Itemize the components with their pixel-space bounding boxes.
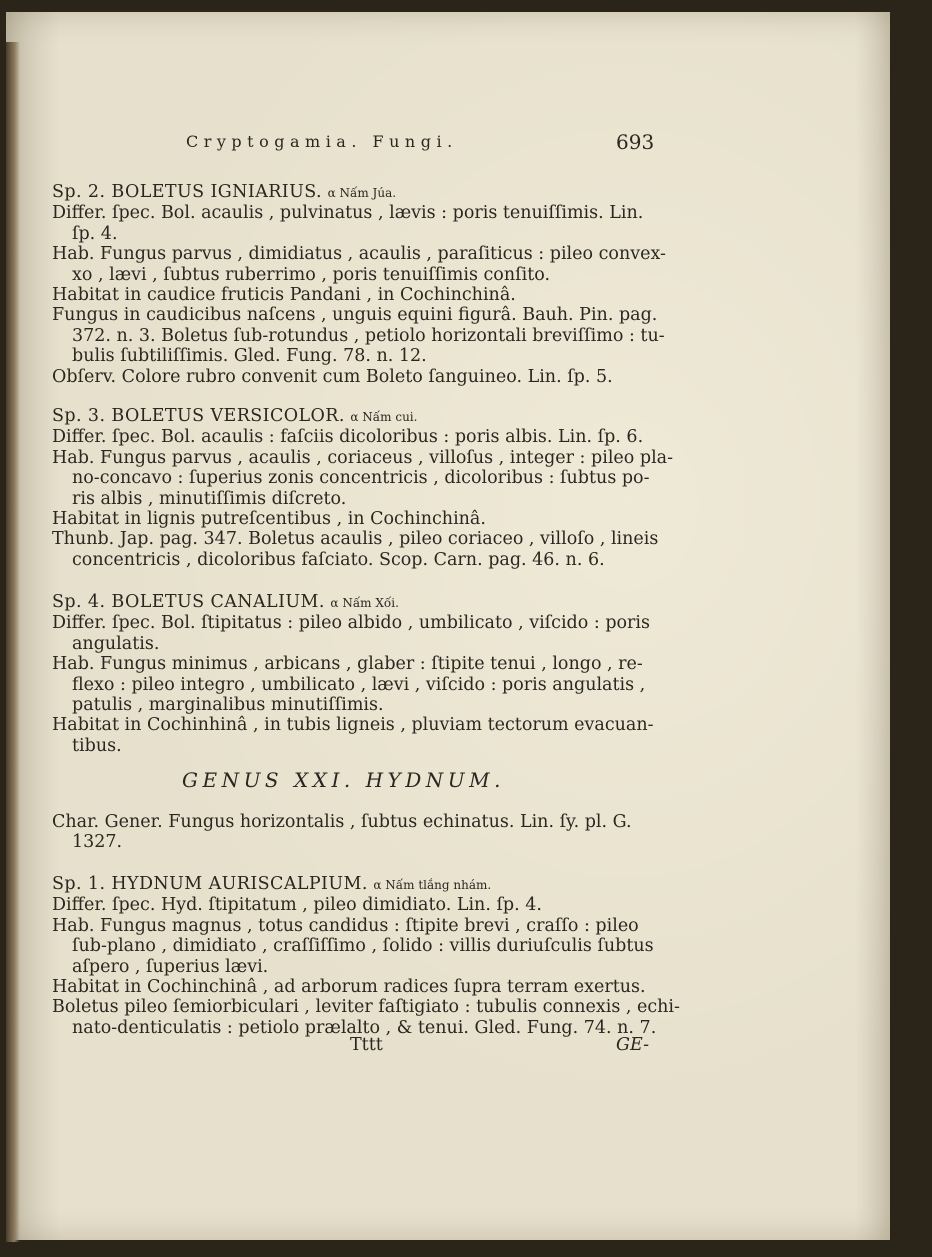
signature-mark: Tttt bbox=[350, 1035, 383, 1055]
text-line: Hab. Fungus minimus , arbicans , glaber : ſtipite tenui , longo , re- bbox=[52, 654, 643, 675]
book-gutter bbox=[6, 42, 20, 1242]
text-line: Obſerv. Colore rubro convenit cum Boleto ſanguineo. Lin. ſp. 5. bbox=[52, 366, 613, 387]
species-heading bbox=[52, 874, 672, 895]
text-line: Char. Gener. Fungus horizontalis , ſubtus echinatus. Lin. ſy. pl. G. bbox=[52, 812, 632, 832]
species-entry-igniarius bbox=[52, 180, 672, 387]
page-number: 693 bbox=[616, 130, 655, 154]
vernacular-name: α Nấm Xối. bbox=[330, 596, 399, 610]
text-line: Habitat in Cochinhinâ , in tubis ligneis , pluviam tectorum evacuan- bbox=[52, 715, 654, 736]
text-line: Hab. Fungus magnus , totus candidus : ſtipite brevi , craſſo : pileo bbox=[52, 915, 639, 936]
species-name: Sp. 1. HYDNUM AURISCALPIUM. bbox=[52, 874, 368, 894]
species-entry-auriscalpium bbox=[52, 872, 680, 1038]
running-title: Cryptogamia. Fungi. bbox=[186, 132, 458, 151]
text-line: Differ. ſpec. Hyd. ſtipitatum , pileo dimidiato. Lin. ſp. 4. bbox=[52, 895, 542, 916]
species-entry-versicolor bbox=[52, 404, 672, 570]
species-heading bbox=[52, 182, 672, 203]
species-name: Sp. 4. BOLETUS CANALIUM. bbox=[52, 592, 325, 612]
text-line: Hab. Fungus parvus , acaulis , coriaceus , villoſus , integer : pileo pla- bbox=[52, 447, 674, 468]
text-line: Differ. ſpec. Bol. acaulis : faſciis dicoloribus : poris albis. Lin. ſp. 6. bbox=[52, 427, 644, 448]
text-line: Habitat in lignis putreſcentibus , in Cochinchinâ. bbox=[52, 509, 486, 530]
text-line: Boletus pileo ſemiorbiculari , leviter faſtigiato : tubulis connexis , echi- bbox=[52, 997, 680, 1018]
species-entry-canalium bbox=[52, 590, 672, 756]
text-line: aſpero , ſuperius lævi. bbox=[72, 956, 269, 977]
text-line: 1327. bbox=[72, 832, 123, 853]
species-name: Sp. 3. BOLETUS VERSICOLOR. bbox=[52, 406, 345, 426]
genus-heading: GENUS XXI. HYDNUM. bbox=[182, 768, 505, 792]
text-line: Differ. ſpec. Bol. ſtipitatus : pileo albido , umbilicato , viſcido : poris bbox=[52, 613, 650, 634]
text-line: ſub-plano , dimidiato , craſſiſſimo , ſolido : villis duriuſculis ſubtus bbox=[72, 936, 654, 957]
genus-character bbox=[52, 812, 672, 853]
text-line: Hab. Fungus parvus , dimidiatus , acaulis , paraſiticus : pileo convex- bbox=[52, 244, 666, 265]
text-line: Thunb. Jap. pag. 347. Boletus acaulis , pileo coriaceo , villoſo , lineis bbox=[52, 529, 659, 550]
text-line: 372. n. 3. Boletus ſub-rotundus , petiolo horizontali breviſſimo : tu- bbox=[72, 325, 665, 346]
text-line: flexo : pileo integro , umbilicato , lævi , viſcido : poris angulatis , bbox=[72, 674, 646, 695]
text-line: xo , lævi , ſubtus ruberrimo , poris tenuiſſimis conſito. bbox=[72, 264, 551, 285]
text-line: Fungus in caudicibus naſcens , unguis equini figurâ. Bauh. Pin. pag. bbox=[52, 305, 658, 326]
text-line: ris albis , minutiſſimis diſcreto. bbox=[72, 488, 347, 509]
text-line: tibus. bbox=[72, 735, 122, 756]
text-line: patulis , marginalibus minutiſſimis. bbox=[72, 695, 384, 716]
text-line: Habitat in Cochinchinâ , ad arborum radices ſupra terram exertus. bbox=[52, 977, 646, 998]
text-line: concentricis , dicoloribus faſciato. Scop. Carn. pag. 46. n. 6. bbox=[72, 549, 605, 570]
catchword: GE- bbox=[616, 1035, 649, 1055]
vernacular-name: α Nấm Júa. bbox=[327, 186, 397, 200]
text-line: Differ. ſpec. Bol. acaulis , pulvinatus , lævis : poris tenuiſſimis. Lin. bbox=[52, 203, 644, 224]
text-line: nato-denticulatis : petiolo prælalto , & tenui. Gled. Fung. 74. n. 7. bbox=[72, 1017, 657, 1038]
text-line: Habitat in caudice fruticis Pandani , in Cochinchinâ. bbox=[52, 285, 516, 306]
species-heading bbox=[52, 406, 672, 427]
text-line: bulis ſubtiliſſimis. Gled. Fung. 78. n. 12. bbox=[72, 346, 427, 367]
species-heading bbox=[52, 592, 672, 613]
text-line: ſp. 4. bbox=[72, 223, 118, 244]
species-name: Sp. 2. BOLETUS IGNIARIUS. bbox=[52, 182, 322, 202]
vernacular-name: α Nấm tlắng nhám. bbox=[373, 878, 492, 892]
text-line: no-concavo : ſuperius zonis concentricis , dicoloribus : ſubtus po- bbox=[72, 468, 650, 489]
vernacular-name: α Nấm cui. bbox=[350, 410, 418, 424]
text-line: angulatis. bbox=[72, 633, 160, 654]
